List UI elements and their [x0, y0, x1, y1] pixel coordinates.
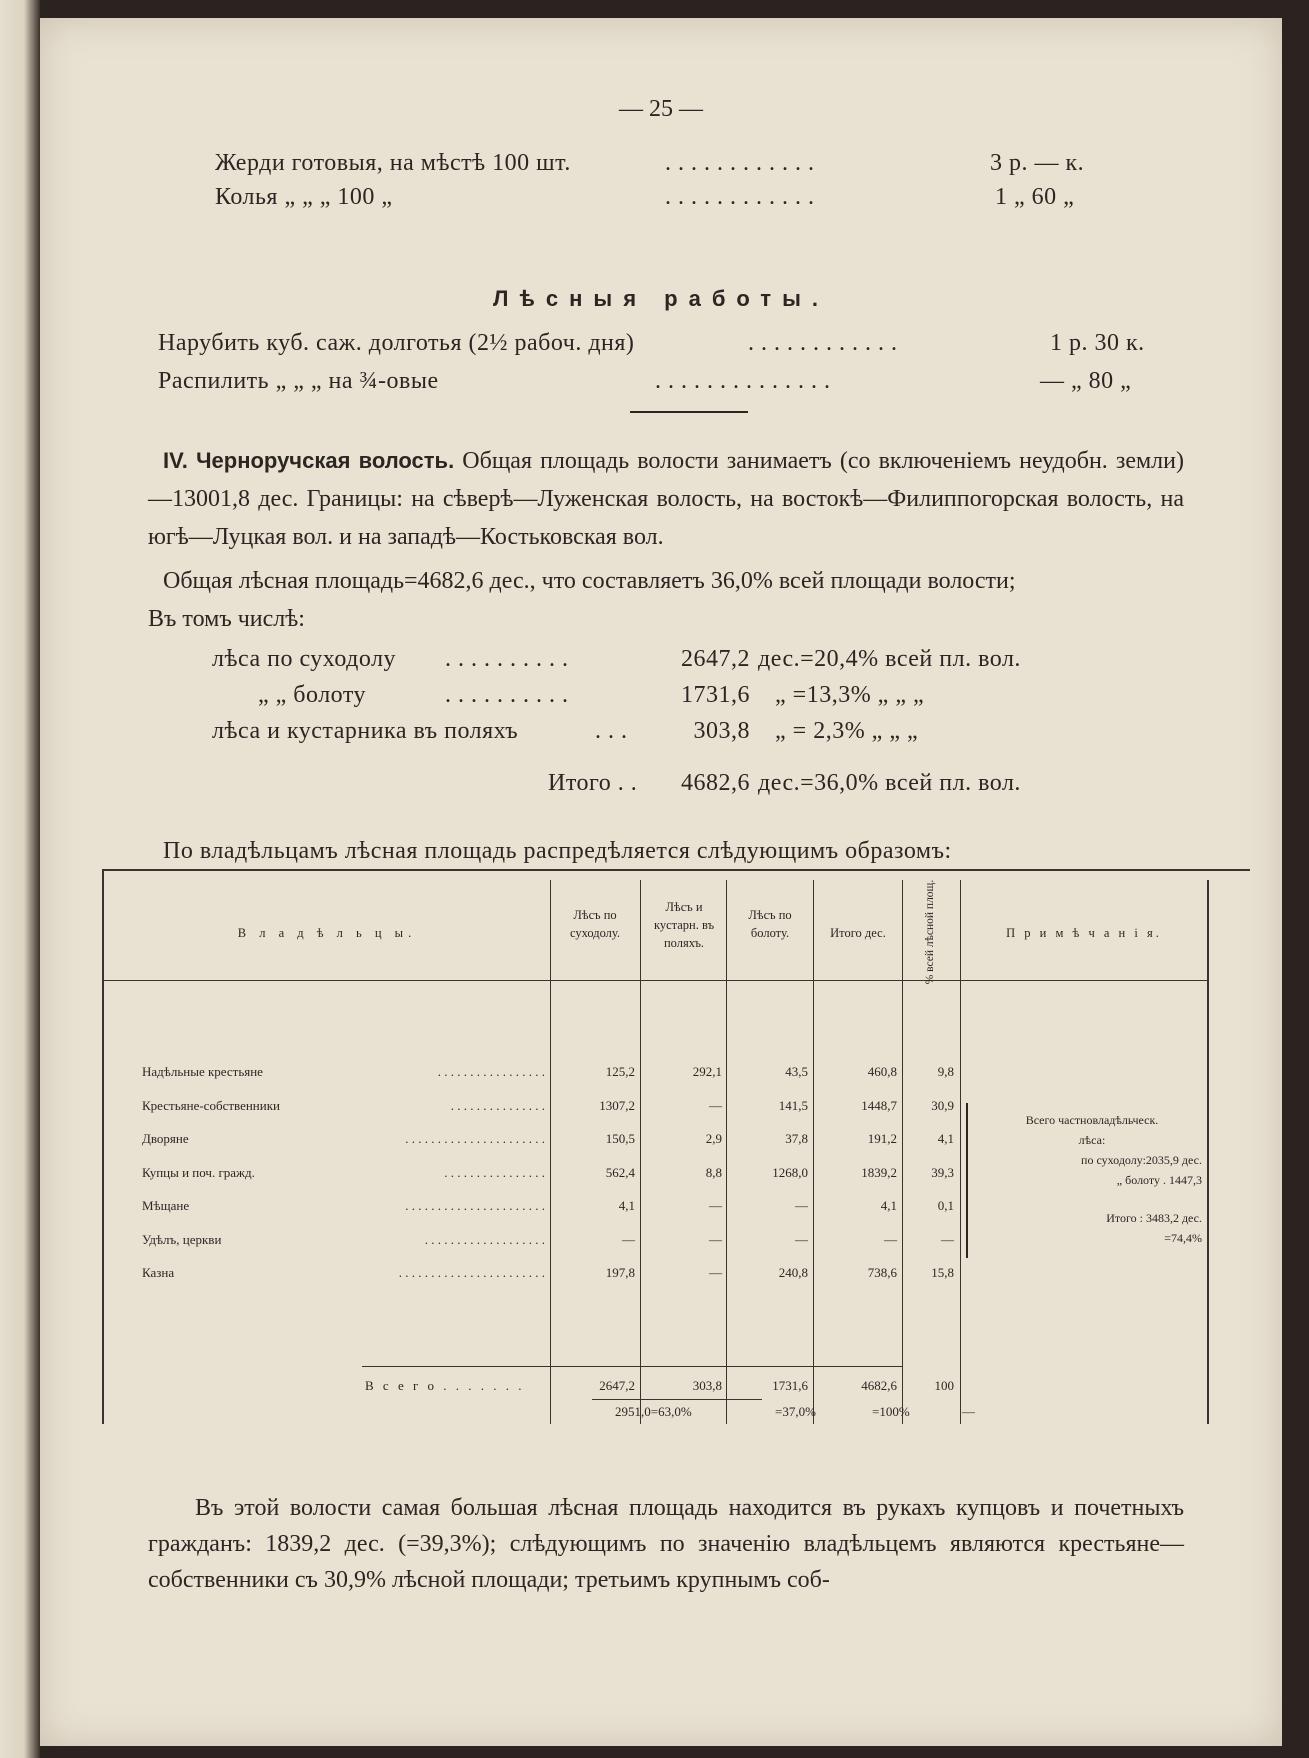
work-price: — „ 80 „ [1040, 368, 1132, 394]
price-item-poles: Жерди готовыя, на мѣстѣ 100 шт. [215, 150, 571, 176]
price-value: 1 „ 60 „ [995, 184, 1075, 210]
section-intro-paragraph [148, 442, 1184, 556]
section-intro-text: Общая площадь волости занимаетъ (со включеніемъ неудобн. земли)—13001,8 дес. Границы: на сѣверѣ—Луженская волость, на востокѣ—Филиппогорская волость, на югѣ—Луцкая вол. и на западѣ—Костьковская вол. [148, 448, 1184, 550]
forest-area-text: Общая лѣсная площадь=4682,6 дес., что составляетъ 36,0% всей площади волости; [163, 568, 1016, 594]
header-percent: % всей лѣсной площ. [924, 879, 936, 985]
conclusion-text: Въ этой волости самая большая лѣсная площадь находится въ рукахъ купцовъ и почетныхъ гражданъ: 1839,2 дес. (=39,3%); слѣдующимъ по значенію владѣльцемъ являются крестьяне—собственники съ 30,9% лѣсной площади; третьимъ крупнымъ соб- [148, 1495, 1184, 1593]
row-dots: . . . . . . . . . . . . . . . [450, 1098, 545, 1113]
breakdown-value: 303,8 [693, 718, 750, 744]
cell-dry: 562,4 [605, 1165, 635, 1180]
forest-area-paragraph [148, 562, 1184, 638]
breakdown-label: лѣса по суходолу [212, 646, 397, 672]
breakdown-dots: . . . [595, 718, 628, 744]
total-total: 4682,6 [861, 1378, 897, 1393]
cell-total: 191,2 [867, 1131, 897, 1146]
cell-percent: 39,3 [931, 1165, 954, 1180]
cell-total: 738,6 [867, 1265, 897, 1280]
cell-percent: — [941, 1232, 954, 1247]
price-value: 3 р. — к. [990, 150, 1085, 176]
subtotal-percent: — [962, 1404, 975, 1419]
cell-total: 4,1 [880, 1198, 897, 1213]
row-owner: Купцы и поч. гражд. [142, 1165, 255, 1180]
cell-total: — [884, 1232, 897, 1247]
work-item-sawing: Распилить „ „ „ на ¾-овые [158, 368, 439, 394]
total-label: В с е г о . . . . . . . [365, 1378, 525, 1393]
subtotal-dry-fields: 2951,0=63,0% [615, 1404, 692, 1419]
section-divider [630, 411, 748, 413]
header-remarks: П р и м ѣ ч а н і я. [1006, 926, 1162, 940]
breakdown-dots: . . . . . . . . . . [445, 682, 569, 708]
section-heading-forest-work: Лѣсныя работы. [493, 286, 829, 311]
remarks-line: лѣса: [1078, 1133, 1106, 1147]
row-dots: . . . . . . . . . . . . . . . . . . . . . . [405, 1131, 545, 1146]
cell-swamp: — [795, 1198, 808, 1213]
cell-dry: 4,1 [618, 1198, 635, 1213]
subtotal-total: =100% [872, 1404, 910, 1419]
cell-swamp: 37,8 [785, 1131, 808, 1146]
cell-swamp: 1268,0 [772, 1165, 808, 1180]
cell-percent: 15,8 [931, 1265, 954, 1280]
cell-percent: 4,1 [937, 1131, 954, 1146]
row-owner: Крестьяне-собственники [142, 1098, 280, 1113]
remarks-line: =74,4% [1164, 1231, 1202, 1245]
cell-total: 1448,7 [861, 1098, 897, 1113]
cell-dry: — [622, 1232, 635, 1247]
breakdown-dots: . . . . . . . . . . [445, 646, 569, 672]
cell-dry: 197,8 [605, 1265, 635, 1280]
total-dry: 2647,2 [599, 1378, 635, 1393]
table-right-border [1207, 880, 1209, 1424]
table-top-rule [102, 869, 1250, 871]
row-dots: . . . . . . . . . . . . . . . . . [437, 1064, 545, 1079]
cell-fields: — [709, 1265, 722, 1280]
breakdown-total-rest: дес.=36,0% всей пл. вол. [758, 770, 1021, 796]
cell-total: 460,8 [867, 1064, 897, 1079]
row-dots: . . . . . . . . . . . . . . . . . . . . . . [405, 1198, 545, 1213]
total-fields: 303,8 [692, 1378, 722, 1393]
document-page [40, 18, 1282, 1746]
table-left-border [102, 869, 104, 1424]
remarks-line: Итого : 3483,2 дес. [1106, 1211, 1202, 1225]
breakdown-label: „ „ болоту [258, 682, 367, 708]
breakdown-rest: „ = 2,3% „ „ „ [775, 718, 919, 744]
breakdown-label: лѣса и кустарника въ поляхъ [212, 718, 519, 744]
table-col-divider [550, 880, 551, 1424]
row-owner: Удѣлъ, церкви [142, 1232, 222, 1247]
subtotal-swamp: =37,0% [775, 1404, 816, 1419]
price-dots: . . . . . . . . . . . . [665, 150, 815, 176]
breakdown-total-label: Итого . . [548, 770, 638, 796]
total-rule [362, 1366, 902, 1367]
remarks-line: „ болоту . 1447,3 [1116, 1173, 1202, 1187]
header-owners: В л а д ѣ л ь ц ы. [237, 926, 417, 940]
cell-fields: 292,1 [692, 1064, 722, 1079]
table-col-divider [960, 880, 961, 1424]
table-header-rule [102, 980, 1209, 981]
cell-total: 1839,2 [861, 1165, 897, 1180]
breakdown-value: 1731,6 [681, 682, 750, 708]
total-swamp: 1731,6 [772, 1378, 808, 1393]
cell-dry: 125,2 [605, 1064, 635, 1079]
header-dry: Лѣсъ по суходолу. [569, 908, 621, 940]
cell-fields: 2,9 [705, 1131, 722, 1146]
breakdown-total-value: 4682,6 [681, 770, 750, 796]
cell-fields: 8,8 [705, 1165, 722, 1180]
row-dots: . . . . . . . . . . . . . . . . [444, 1165, 545, 1180]
row-owner: Мѣщане [142, 1198, 190, 1213]
cell-percent: 9,8 [937, 1064, 954, 1079]
page-number: — 25 — [619, 96, 703, 122]
section-title: IV. Черноручская волость. [163, 448, 455, 473]
breakdown-rest: дес.=20,4% всей пл. вол. [758, 646, 1021, 672]
table-col-divider [902, 880, 903, 1424]
cell-fields: — [709, 1232, 722, 1247]
price-item-stakes: Колья „ „ „ 100 „ [215, 184, 393, 210]
remarks-line: Всего частновладѣльческ. [1025, 1113, 1159, 1127]
table-col-divider [640, 880, 641, 1424]
header-total: Итого дес. [830, 926, 886, 940]
row-dots: . . . . . . . . . . . . . . . . . . . . . . . [398, 1265, 545, 1280]
table-intro: По владѣльцамъ лѣсная площадь распредѣляется слѣдующимъ образомъ: [163, 838, 952, 864]
cell-swamp: — [795, 1232, 808, 1247]
work-price: 1 р. 30 к. [1050, 330, 1145, 356]
table-col-divider [726, 880, 727, 1424]
work-item-chopping: Нарубить куб. саж. долготья (2½ рабоч. дня) [158, 330, 635, 356]
cell-dry: 1307,2 [599, 1098, 635, 1113]
remarks-line: по суходолу:2035,9 дес. [1081, 1153, 1202, 1167]
price-dots: . . . . . . . . . . . . [665, 184, 815, 210]
total-percent: 100 [934, 1378, 954, 1393]
cell-swamp: 141,5 [778, 1098, 808, 1113]
header-fields: Лѣсъ и кустарн. въ поляхъ. [653, 900, 715, 950]
conclusion-paragraph [148, 1490, 1184, 1598]
cell-percent: 0,1 [937, 1198, 954, 1213]
cell-swamp: 43,5 [785, 1064, 808, 1079]
including-text: Въ томъ числѣ: [148, 606, 305, 632]
page-binding-edge [0, 0, 40, 1758]
row-owner: Казна [142, 1265, 175, 1280]
row-owner: Дворяне [142, 1131, 189, 1146]
cell-fields: — [709, 1098, 722, 1113]
work-dots: . . . . . . . . . . . . [748, 330, 898, 356]
cell-percent: 30,9 [931, 1098, 954, 1113]
cell-swamp: 240,8 [778, 1265, 808, 1280]
breakdown-value: 2647,2 [681, 646, 750, 672]
cell-dry: 150,5 [605, 1131, 635, 1146]
subtotal-rule [592, 1399, 762, 1400]
work-dots: . . . . . . . . . . . . . . [655, 368, 831, 394]
row-dots: . . . . . . . . . . . . . . . . . . . [424, 1232, 545, 1247]
header-swamp: Лѣсъ по болоту. [748, 908, 792, 940]
row-owner: Надѣльные крестьяне [142, 1064, 263, 1079]
cell-fields: — [709, 1198, 722, 1213]
breakdown-rest: „ =13,3% „ „ „ [775, 682, 925, 708]
remarks-bracket [966, 1103, 968, 1258]
table-col-divider [813, 880, 814, 1424]
